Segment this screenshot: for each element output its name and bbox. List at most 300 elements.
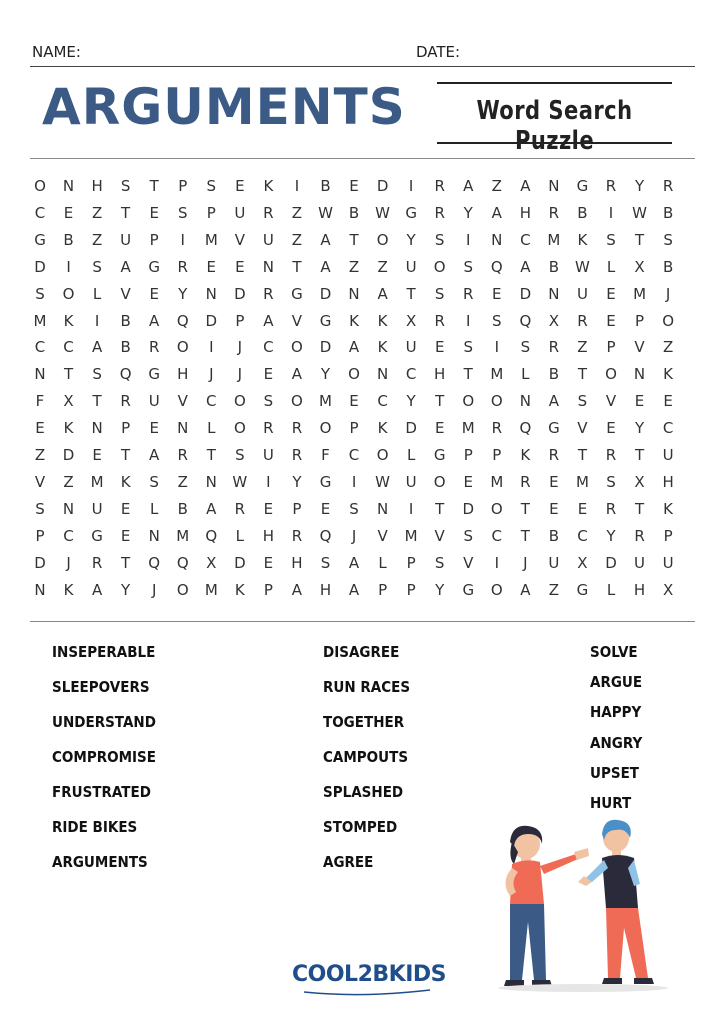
grid-letter: H xyxy=(434,365,446,384)
name-date-row xyxy=(30,40,695,67)
grid-letter: S xyxy=(35,284,45,303)
grid-letter: O xyxy=(376,230,389,249)
divider-bottom xyxy=(30,621,695,622)
grid-letter: D xyxy=(234,284,246,303)
grid-letter: K xyxy=(663,365,674,384)
word-list-item: SOLVE xyxy=(590,643,638,661)
grid-letter: K xyxy=(63,419,74,438)
grid-letter: R xyxy=(520,472,531,491)
grid-letter: M xyxy=(90,472,104,491)
word-list-item: RUN RACES xyxy=(323,678,411,696)
grid-letter: F xyxy=(321,446,330,464)
grid-letter: B xyxy=(577,203,588,222)
grid-letter: L xyxy=(235,526,245,545)
grid-letter: U xyxy=(262,446,274,464)
grid-letter: I xyxy=(494,553,500,572)
grid-letter: P xyxy=(463,446,473,464)
grid-letter: X xyxy=(206,553,217,572)
grid-letter: N xyxy=(205,472,217,491)
grid-letter: I xyxy=(294,177,300,195)
grid-letter: I xyxy=(94,311,100,330)
grid-letter: W xyxy=(575,257,590,276)
boy-figure xyxy=(578,820,654,984)
grid-letter: S xyxy=(606,230,616,249)
word-list-column-2 xyxy=(323,640,420,885)
grid-letter: B xyxy=(548,526,560,545)
grid-letter: E xyxy=(92,446,102,464)
grid-letter: Y xyxy=(634,177,645,195)
word-list-item: AGREE xyxy=(323,853,374,871)
grid-letter: R xyxy=(463,284,474,303)
grid-letter: A xyxy=(320,230,331,249)
grid-letter: S xyxy=(349,499,359,518)
grid-letter: G xyxy=(34,230,46,249)
word-list-item: TOGETHER xyxy=(323,713,405,731)
grid-letter: G xyxy=(576,580,589,599)
page-subtitle: Word Search Puzzle xyxy=(476,96,633,156)
word-list-item: FRUSTRATED xyxy=(52,783,151,801)
word-list-item: ANGRY xyxy=(590,733,643,752)
grid-letter: L xyxy=(606,257,616,276)
grid-letter: C xyxy=(377,392,388,411)
grid-letter: V xyxy=(605,392,617,411)
grid-letter: P xyxy=(406,580,416,599)
grid-letter: E xyxy=(463,472,473,491)
grid-letter: T xyxy=(435,499,445,518)
grid-letter: Q xyxy=(319,526,332,545)
grid-letter: J xyxy=(237,338,243,357)
grid-letter: C xyxy=(263,338,274,357)
grid-letter: N xyxy=(376,499,389,518)
grid-letter: Z xyxy=(291,203,303,222)
grid-letter: C xyxy=(63,526,74,545)
grid-letter: P xyxy=(349,419,359,438)
grid-letter: I xyxy=(351,472,357,491)
grid-letter: H xyxy=(662,472,674,491)
grid-letter: A xyxy=(348,338,360,357)
grid-letter: D xyxy=(205,311,218,330)
grid-letter: E xyxy=(577,499,588,518)
grid-letter: G xyxy=(148,365,160,384)
grid-letter: B xyxy=(548,365,560,384)
grid-letter: V xyxy=(634,338,645,357)
grid-letter: D xyxy=(605,553,617,572)
word-list-item: HURT xyxy=(590,793,632,812)
grid-letter: B xyxy=(177,499,188,518)
grid-letter: O xyxy=(34,177,46,195)
grid-letter: E xyxy=(149,419,159,438)
grid-letter: P xyxy=(35,526,45,545)
grid-letter: I xyxy=(180,230,185,249)
grid-letter: A xyxy=(520,257,531,276)
grid-letter: L xyxy=(207,419,216,438)
grid-letter: E xyxy=(349,177,359,195)
grid-letter: A xyxy=(149,311,160,330)
grid-letter: P xyxy=(492,446,502,464)
grid-letter: W xyxy=(232,472,248,491)
grid-letter: U xyxy=(548,553,560,572)
grid-letter: K xyxy=(577,230,588,249)
subtitle-box xyxy=(437,82,672,156)
grid-letter: M xyxy=(319,392,332,411)
grid-letter: A xyxy=(263,311,274,330)
grid-letter: A xyxy=(291,365,303,384)
grid-letter: S xyxy=(663,230,673,249)
grid-letter: Y xyxy=(121,580,131,599)
grid-letter: A xyxy=(320,257,331,276)
grid-letter: G xyxy=(548,419,560,438)
grid-letter: L xyxy=(521,365,530,384)
grid-letter: P xyxy=(235,311,245,330)
word-list-item: SPLASHED xyxy=(323,783,404,801)
grid-letter: O xyxy=(490,499,503,518)
grid-letter: D xyxy=(519,284,532,303)
grid-letter: E xyxy=(235,177,245,195)
grid-letter: V xyxy=(434,526,445,545)
two-kids-arguing-illustration xyxy=(488,812,678,994)
grid-letter: D xyxy=(234,553,246,572)
grid-letter: L xyxy=(378,553,387,572)
grid-letter: V xyxy=(234,230,245,249)
grid-letter: O xyxy=(348,365,360,384)
grid-letter: V xyxy=(120,284,131,303)
grid-letter: B xyxy=(120,311,131,330)
grid-letter: N xyxy=(177,419,189,438)
grid-letter: O xyxy=(605,365,617,384)
grid-letter: A xyxy=(548,392,560,411)
grid-letter: Q xyxy=(519,311,532,330)
grid-letter: O xyxy=(433,257,446,276)
grid-letter: U xyxy=(405,338,417,357)
grid-letter: D xyxy=(319,338,332,357)
grid-letter: D xyxy=(462,499,475,518)
grid-letter: Z xyxy=(91,203,103,222)
grid-letter: Q xyxy=(205,526,218,545)
grid-letter: X xyxy=(662,580,674,599)
grid-letter: U xyxy=(662,446,674,464)
grid-letter: D xyxy=(62,446,75,464)
grid-letter: S xyxy=(177,203,188,222)
grid-letter: W xyxy=(375,472,391,491)
grid-letter: E xyxy=(634,392,645,411)
grid-letter: S xyxy=(492,311,502,330)
grid-letter: Y xyxy=(634,419,645,438)
grid-letter: R xyxy=(605,499,617,518)
grid-letter: Z xyxy=(348,257,360,276)
grid-letter: D xyxy=(376,177,389,195)
grid-letter: I xyxy=(466,311,471,330)
grid-letter: E xyxy=(606,311,616,330)
grid-letter: J xyxy=(237,365,243,384)
grid-letter: R xyxy=(291,446,303,464)
grid-letter: N xyxy=(519,392,531,411)
grid-letter: T xyxy=(577,365,588,384)
grid-letter: S xyxy=(520,338,531,357)
grid-letter: V xyxy=(463,553,474,572)
grid-letter: S xyxy=(434,284,445,303)
grid-letter: K xyxy=(263,177,274,195)
grid-letter: K xyxy=(520,446,531,464)
grid-letter: R xyxy=(434,311,445,330)
grid-letter: H xyxy=(633,580,646,599)
grid-letter: R xyxy=(548,446,560,464)
grid-letter: Y xyxy=(606,526,616,545)
grid-letter: C xyxy=(577,526,588,545)
grid-letter: P xyxy=(378,580,388,599)
grid-letter: E xyxy=(606,419,616,438)
grid-letter: K xyxy=(234,580,245,599)
grid-letter: N xyxy=(376,365,389,384)
grid-letter: T xyxy=(577,446,588,464)
grid-letter: L xyxy=(406,446,416,464)
grid-letter: C xyxy=(348,446,360,464)
grid-letter: T xyxy=(149,177,159,195)
grid-letter: O xyxy=(233,419,246,438)
grid-letter: C xyxy=(34,203,46,222)
cool2bkids-logo xyxy=(292,960,446,1000)
grid-letter: E xyxy=(434,419,445,438)
grid-letter: T xyxy=(63,365,74,384)
logo-swoosh-icon xyxy=(302,986,432,998)
grid-letter: A xyxy=(377,284,388,303)
grid-letter: O xyxy=(490,392,503,411)
grid-letter: A xyxy=(520,177,531,195)
grid-letter: S xyxy=(206,177,217,195)
grid-letter: O xyxy=(433,472,446,491)
grid-letter: U xyxy=(576,284,588,303)
grid-letter: E xyxy=(149,284,159,303)
grid-letter: D xyxy=(34,553,46,572)
grid-letter: M xyxy=(490,472,504,491)
grid-letter: R xyxy=(291,419,303,438)
grid-letter: H xyxy=(519,203,531,222)
grid-letter: T xyxy=(520,526,530,545)
grid-letter: O xyxy=(233,392,246,411)
grid-letter: S xyxy=(606,472,616,491)
grid-letter: M xyxy=(204,580,218,599)
grid-letter: K xyxy=(377,338,388,357)
grid-letter: T xyxy=(463,365,473,384)
grid-letter: R xyxy=(634,526,645,545)
grid-letter: Q xyxy=(176,311,189,330)
grid-letter: Q xyxy=(119,365,132,384)
grid-letter: N xyxy=(348,284,360,303)
grid-letter: E xyxy=(149,203,159,222)
grid-letter: W xyxy=(375,203,391,222)
grid-letter: G xyxy=(148,257,160,276)
grid-letter: J xyxy=(665,284,671,303)
logo-text: COOL2BKIDS xyxy=(292,962,446,987)
grid-letter: X xyxy=(634,472,645,491)
word-list-item: RIDE BIKES xyxy=(52,818,138,836)
grid-letter: C xyxy=(206,392,217,411)
grid-letter: Z xyxy=(662,338,674,357)
grid-letter: O xyxy=(319,419,332,438)
grid-letter: O xyxy=(176,338,189,357)
grid-letter: R xyxy=(605,177,617,195)
grid-letter: Y xyxy=(435,580,445,599)
word-list-item: COMPROMISE xyxy=(52,748,156,766)
grid-letter: T xyxy=(206,446,216,464)
grid-letter: J xyxy=(209,365,214,384)
grid-letter: U xyxy=(662,553,674,572)
grid-letter: R xyxy=(434,203,445,222)
grid-letter: M xyxy=(575,472,589,491)
grid-letter: S xyxy=(463,338,474,357)
grid-letter: Z xyxy=(548,580,560,599)
grid-letter: N xyxy=(262,257,274,276)
word-list-item: DISAGREE xyxy=(323,643,400,661)
grid-letter: U xyxy=(405,472,417,491)
grid-letter: S xyxy=(434,230,445,249)
grid-letter: I xyxy=(494,338,500,357)
grid-letter: K xyxy=(349,311,359,330)
grid-letter: E xyxy=(263,499,274,518)
grid-letter: A xyxy=(206,499,217,518)
grid-letter: Z xyxy=(34,446,46,464)
grid-letter: H xyxy=(291,553,303,572)
grid-letter: Z xyxy=(291,230,303,249)
word-list-item: ARGUE xyxy=(590,673,643,692)
grid-letter: Z xyxy=(491,177,502,195)
grid-letter: A xyxy=(348,580,360,599)
grid-letter: U xyxy=(148,392,160,411)
grid-letter: E xyxy=(235,257,245,276)
grid-letter: G xyxy=(433,446,446,464)
grid-letter: D xyxy=(319,284,332,303)
grid-letter: W xyxy=(318,203,333,222)
grid-letter: A xyxy=(463,177,474,195)
word-list-item: ARGUMENTS xyxy=(52,853,148,871)
grid-letter: C xyxy=(662,419,674,438)
grid-letter: S xyxy=(92,257,102,276)
grid-letter: N xyxy=(34,580,46,599)
grid-letter: A xyxy=(291,580,303,599)
grid-letter: U xyxy=(634,553,646,572)
grid-letter: I xyxy=(466,230,471,249)
grid-letter: I xyxy=(408,499,414,518)
grid-letter: R xyxy=(148,338,160,357)
grid-letter: H xyxy=(91,177,103,195)
grid-letter: V xyxy=(377,526,388,545)
grid-letter: S xyxy=(320,553,331,572)
grid-letter: M xyxy=(33,311,47,330)
grid-letter: N xyxy=(633,365,646,384)
word-list-item: UPSET xyxy=(590,763,640,782)
grid-letter: S xyxy=(463,257,474,276)
grid-letter: R xyxy=(263,203,274,222)
grid-letter: U xyxy=(262,230,274,249)
grid-letter: G xyxy=(405,203,417,222)
grid-letter: C xyxy=(405,365,417,384)
grid-letter: G xyxy=(462,580,475,599)
word-list-item: UNDERSTAND xyxy=(52,713,156,731)
grid-letter: G xyxy=(319,472,332,491)
grid-letter: N xyxy=(91,419,103,438)
word-list-item: CAMPOUTS xyxy=(323,748,409,766)
grid-letter: Q xyxy=(519,419,532,438)
grid-letter: U xyxy=(234,203,246,222)
grid-letter: N xyxy=(205,284,217,303)
grid-letter: I xyxy=(66,257,71,276)
grid-letter: K xyxy=(63,311,74,330)
grid-letter: R xyxy=(263,284,274,303)
grid-letter: N xyxy=(548,177,560,195)
grid-letter: O xyxy=(462,392,475,411)
grid-letter: O xyxy=(376,446,389,464)
grid-letter: E xyxy=(320,499,331,518)
grid-letter: P xyxy=(178,177,188,195)
grid-letter: P xyxy=(121,419,131,438)
grid-letter: E xyxy=(35,419,45,438)
grid-letter: S xyxy=(463,526,474,545)
grid-letter: V xyxy=(34,472,46,491)
grid-letter: U xyxy=(120,230,132,249)
grid-letter: F xyxy=(35,392,45,411)
grid-letter: C xyxy=(34,338,46,357)
grid-letter: P xyxy=(606,338,616,357)
word-list-column-1 xyxy=(52,640,168,885)
grid-letter: T xyxy=(435,392,445,411)
grid-letter: K xyxy=(63,580,74,599)
grid-letter: B xyxy=(548,257,560,276)
word-list-item: INSEPERABLE xyxy=(52,643,156,661)
grid-letter: N xyxy=(62,499,75,518)
grid-letter: V xyxy=(577,419,588,438)
grid-letter: V xyxy=(177,392,188,411)
grid-letter: S xyxy=(235,446,245,464)
grid-letter: E xyxy=(549,472,559,491)
grid-letter: C xyxy=(63,338,74,357)
grid-letter: N xyxy=(148,526,160,545)
grid-letter: R xyxy=(263,419,274,438)
grid-letter: S xyxy=(577,392,588,411)
grid-letter: Y xyxy=(320,365,331,384)
grid-letter: P xyxy=(149,230,159,249)
grid-letter: E xyxy=(349,392,359,411)
grid-letter: L xyxy=(150,499,159,518)
word-list-item: STOMPED xyxy=(323,818,398,836)
grid-letter: S xyxy=(149,472,159,491)
grid-letter: M xyxy=(204,230,218,249)
grid-letter: J xyxy=(523,553,528,572)
grid-letter: O xyxy=(62,284,75,303)
grid-letter: Q xyxy=(490,257,503,276)
grid-letter: T xyxy=(520,499,530,518)
grid-letter: J xyxy=(351,526,357,545)
grid-letter: I xyxy=(408,177,414,195)
grid-letter: E xyxy=(434,338,445,357)
grid-letter: R xyxy=(548,338,560,357)
grid-letter: T xyxy=(121,553,131,572)
grid-letter: R xyxy=(291,526,303,545)
grid-letter: R xyxy=(577,311,588,330)
grid-letter: L xyxy=(92,284,102,303)
grid-letter: Z xyxy=(577,338,588,357)
grid-letter: G xyxy=(291,284,303,303)
page-title: ARGUMENTS xyxy=(42,78,406,136)
grid-letter: N xyxy=(548,284,560,303)
grid-letter: K xyxy=(663,499,674,518)
grid-letter: Y xyxy=(178,284,188,303)
grid-letter: E xyxy=(206,257,217,276)
grid-letter: A xyxy=(91,580,103,599)
grid-letter: E xyxy=(263,365,274,384)
grid-letter: R xyxy=(662,177,674,195)
grid-letter: E xyxy=(120,526,131,545)
grid-letter: Y xyxy=(292,472,302,491)
grid-letter: X xyxy=(406,311,417,330)
